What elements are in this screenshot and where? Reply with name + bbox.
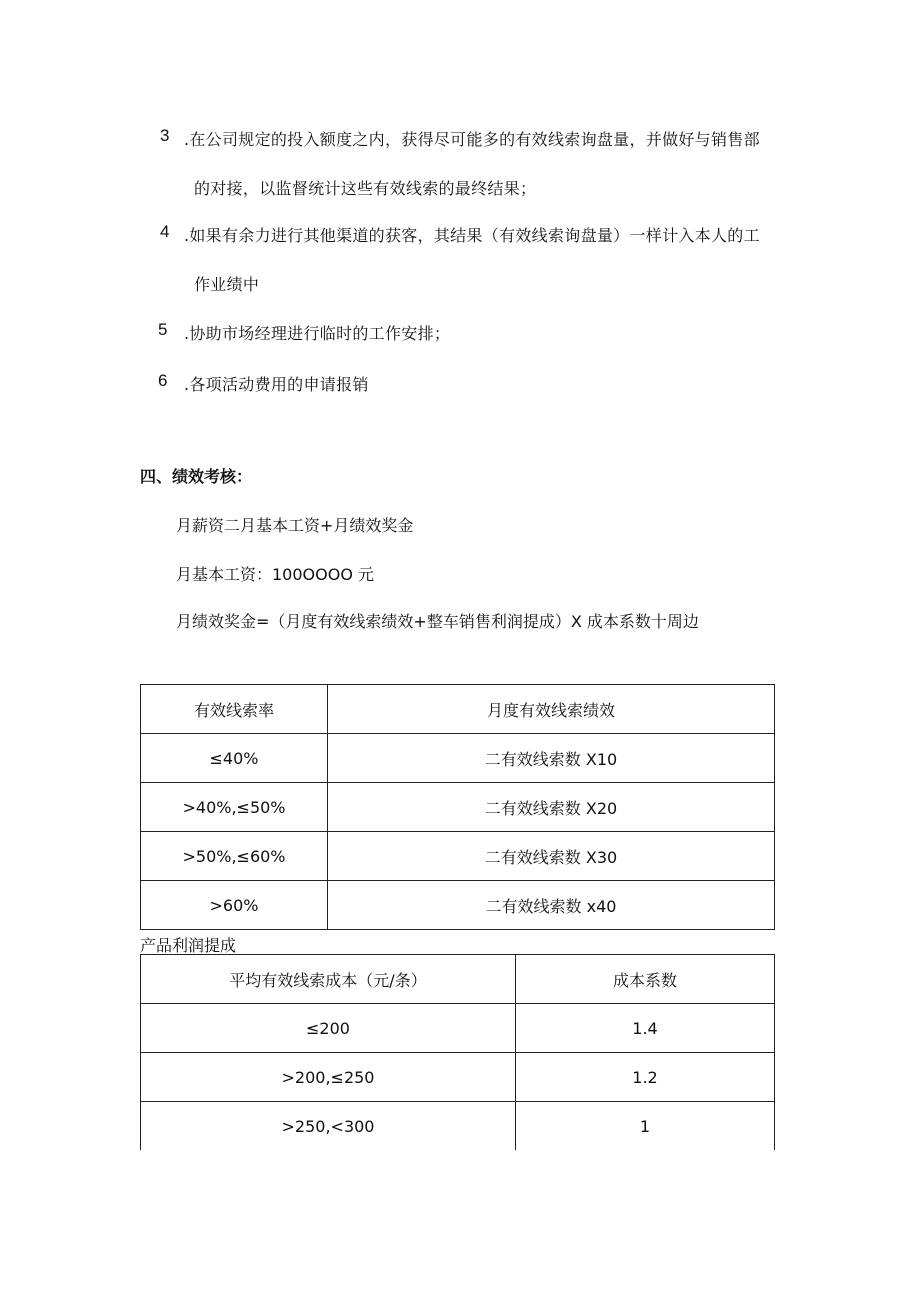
table-cell: ≤40%: [141, 734, 328, 783]
list-item-text-continued: 作业绩中: [194, 275, 260, 294]
list-item-text: .协助市场经理进行临时的工作安排；: [184, 324, 451, 343]
table-cell: 1: [516, 1102, 775, 1151]
salary-formula: 月薪资二月基本工资+月绩效奖金: [176, 516, 414, 535]
table-cell: >200,≤250: [141, 1053, 516, 1102]
list-item-number: 5: [158, 320, 168, 339]
list-item-text-continued: 的对接，以监督统计这些有效线索的最终结果；: [194, 179, 537, 198]
list-item-number: 6: [158, 371, 168, 390]
table-cell: 1.4: [516, 1004, 775, 1053]
table-header-cell: 成本系数: [516, 955, 775, 1004]
list-item-text: .各项活动费用的申请报销: [184, 375, 369, 394]
table-row: [141, 1004, 775, 1053]
table-cell: >60%: [141, 881, 328, 930]
table-row: [141, 734, 775, 783]
table-cell: >40%,≤50%: [141, 783, 328, 832]
list-item-text: .如果有余力进行其他渠道的获客，其结果（有效线索询盘量）一样计入本人的工: [184, 226, 760, 245]
table-cell: 二有效线索数 x40: [328, 881, 775, 930]
table-cell: 二有效线索数 X10: [328, 734, 775, 783]
lead-performance-table: [140, 684, 775, 930]
table-header-cell: 平均有效线索成本（元/条）: [141, 955, 516, 1004]
cost-coefficient-table: [140, 954, 775, 1150]
section-heading: 四、绩效考核：: [140, 467, 253, 486]
table-row: [141, 832, 775, 881]
table-row: [141, 783, 775, 832]
table-cell: ≤200: [141, 1004, 516, 1053]
bonus-formula: 月绩效奖金=（月度有效线索绩效+整车销售利润提成）X 成本系数十周边: [176, 612, 699, 631]
table-row: [141, 1053, 775, 1102]
table-cell: 1.2: [516, 1053, 775, 1102]
table-cell: 二有效线索数 X20: [328, 783, 775, 832]
table-cell: >50%,≤60%: [141, 832, 328, 881]
base-salary-line: 月基本工资：100OOOO 元: [176, 565, 375, 584]
table-cell: 二有效线索数 X30: [328, 832, 775, 881]
list-item-text: .在公司规定的投入额度之内，获得尽可能多的有效线索询盘量，并做好与销售部: [184, 130, 760, 149]
table-header-row: [141, 955, 775, 1004]
table-header-cell: 月度有效线索绩效: [328, 685, 775, 734]
table-row: [141, 1102, 775, 1151]
table-cell: >250,<300: [141, 1102, 516, 1151]
list-item-number: 3: [160, 126, 170, 145]
list-item-number: 4: [160, 222, 170, 241]
table-header-cell: 有效线索率: [141, 685, 328, 734]
table-header-row: [141, 685, 775, 734]
table-row: [141, 881, 775, 930]
table-caption: 产品利润提成: [140, 936, 237, 955]
